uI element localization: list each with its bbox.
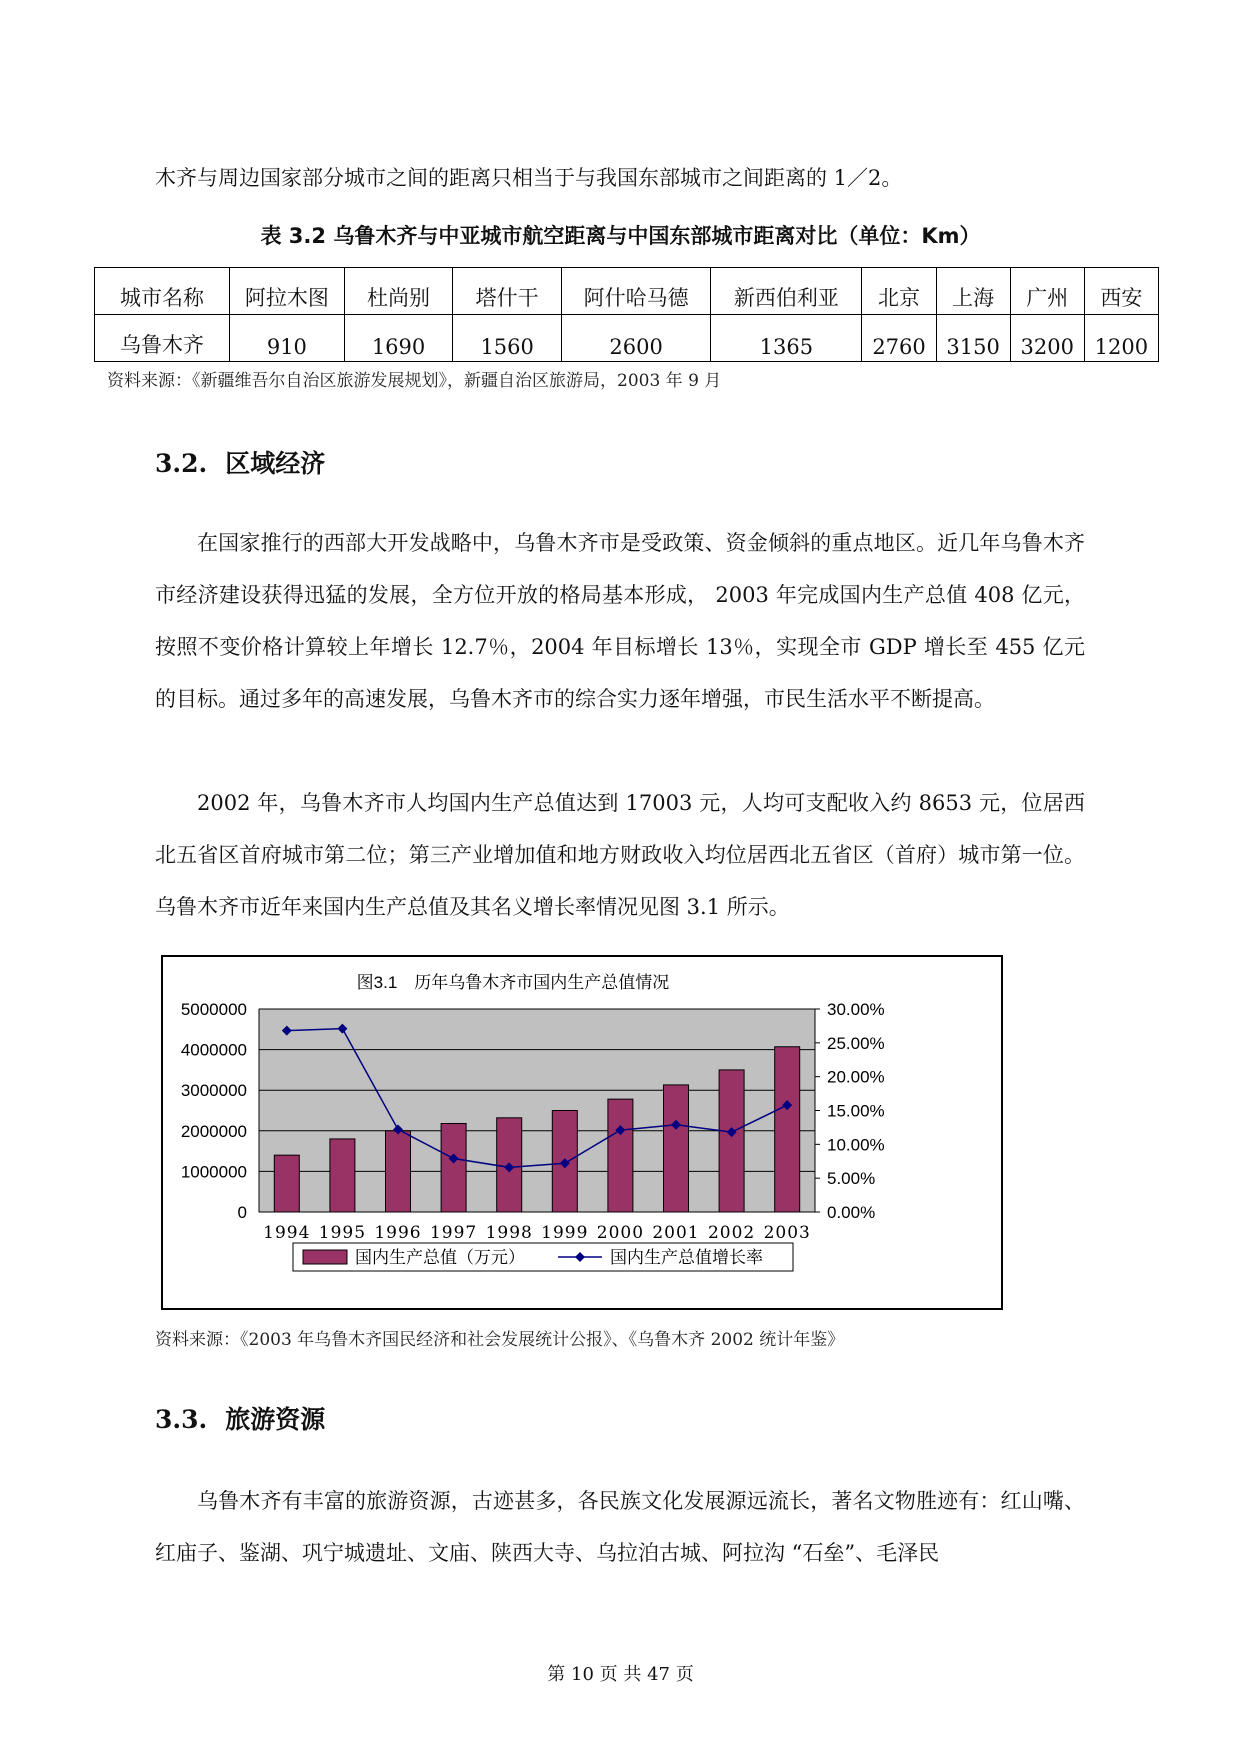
section-title: 区域经济 — [225, 449, 326, 478]
y-tick-label: 1000000 — [180, 1162, 247, 1182]
intro-line: 木齐与周边国家部分城市之间的距离只相当于与我国东部城市之间距离的 1／2。 — [155, 166, 903, 190]
y2-tick-label: 30.00% — [827, 1000, 885, 1019]
table-cell: 北京 — [862, 268, 936, 315]
page-footer: 第 10 页 共 47 页 — [547, 1664, 694, 1685]
table-row — [95, 315, 1159, 362]
legend-label-growth: 国内生产总值增长率 — [610, 1248, 763, 1267]
legend-swatch-bar — [303, 1250, 347, 1264]
paragraph: 2002 年，乌鲁木齐市人均国内生产总值达到 17003 元，人均可支配收入约 8653 元，位居西北五省区首府城市第二位；第三产业增加值和地方财政收入均位居西北五省区（首府）城市第一位。乌鲁木齐市近年来国内生产总值及其名义增长率情况见图 3.1 所示。 — [155, 791, 1085, 919]
bar-1997 — [441, 1123, 466, 1212]
bar-2000 — [608, 1099, 633, 1212]
distance-table — [94, 267, 1159, 362]
table-cell: 910 — [230, 315, 345, 362]
x-tick-label: 2000 — [596, 1223, 645, 1243]
section-number: 3.3. — [155, 1405, 208, 1434]
table-cell: 3150 — [936, 315, 1010, 362]
table-cell: 西安 — [1084, 268, 1158, 315]
bar-1996 — [386, 1131, 411, 1212]
table-cell: 乌鲁木齐 — [95, 315, 230, 362]
table-cell: 上海 — [936, 268, 1010, 315]
table-caption: 表 3.2 乌鲁木齐与中亚城市航空距离与中国东部城市距离对比（单位：Km） — [260, 224, 981, 248]
x-tick-label: 1999 — [541, 1223, 589, 1243]
y2-tick-label: 5.00% — [827, 1169, 876, 1189]
table-cell: 阿什哈马德 — [561, 268, 710, 315]
x-tick-label: 2002 — [707, 1223, 756, 1243]
bar-1995 — [330, 1139, 355, 1212]
gdp-chart — [161, 955, 1003, 1310]
y2-tick-label: 20.00% — [827, 1067, 885, 1087]
paragraph: 乌鲁木齐有丰富的旅游资源，古迹甚多，各民族文化发展源远流长，著名文物胜迹有：红山嘴、红庙子、鉴湖、巩宁城遗址、文庙、陕西大寺、乌拉泊古城、阿拉沟 “石垒”、毛泽民 — [155, 1489, 1085, 1565]
x-tick-label: 1998 — [485, 1223, 533, 1243]
y2-tick-label: 10.00% — [827, 1135, 885, 1155]
bar-2003 — [775, 1047, 800, 1212]
bar-1994 — [274, 1155, 299, 1212]
table-cell: 杜尚别 — [344, 268, 453, 315]
table-cell: 2760 — [862, 315, 936, 362]
x-tick-label: 2001 — [652, 1223, 700, 1243]
section-heading-3-3 — [155, 1400, 325, 1436]
y-tick-label: 0 — [237, 1203, 247, 1222]
chart-svg — [163, 957, 1001, 1308]
table-cell: 1365 — [711, 315, 862, 362]
table-cell: 广州 — [1010, 268, 1084, 315]
table-cell: 新西伯利亚 — [711, 268, 862, 315]
chart-title: 图3.1 历年乌鲁木齐市国内生产总值情况 — [356, 973, 670, 992]
y-tick-label: 2000000 — [180, 1121, 247, 1141]
y-tick-label: 4000000 — [180, 1040, 247, 1060]
y-tick-label: 5000000 — [180, 1000, 247, 1019]
table-cell: 城市名称 — [95, 268, 230, 315]
x-tick-label: 1997 — [429, 1223, 478, 1243]
y-tick-label: 3000000 — [180, 1081, 247, 1101]
table-cell: 1200 — [1084, 315, 1158, 362]
section-heading-3-2 — [155, 444, 325, 480]
y2-tick-label: 0.00% — [827, 1203, 876, 1222]
table-header-row — [95, 268, 1159, 315]
y2-tick-label: 15.00% — [827, 1101, 885, 1121]
bar-2002 — [719, 1070, 744, 1212]
paragraph: 在国家推行的西部大开发战略中，乌鲁木齐市是受政策、资金倾斜的重点地区。近几年乌鲁木齐市经济建设获得迅猛的发展，全方位开放的格局基本形成， 2003 年完成国内生产总值 408 亿元，按照不变价格计算较上年增长 12.7％，2004 年目标增长 13％，实现全市 GDP 增长至 455 亿元的目标。通过多年的高速发展，乌鲁木齐市的综合实力逐年增强，市民生活水平不断提高。 — [155, 531, 1085, 711]
table-cell: 1560 — [453, 315, 562, 362]
x-tick-label: 1995 — [318, 1223, 367, 1243]
y2-tick-label: 25.00% — [827, 1033, 885, 1053]
x-tick-label: 1996 — [374, 1223, 422, 1243]
x-tick-label: 1994 — [263, 1223, 311, 1243]
legend-label-gdp: 国内生产总值（万元） — [355, 1248, 525, 1267]
x-tick-label: 2003 — [763, 1223, 811, 1243]
bar-2001 — [664, 1085, 689, 1212]
table-source: 资料来源：《新疆维吾尔自治区旅游发展规划》，新疆自治区旅游局，2003 年 9 月 — [107, 371, 722, 391]
chart-source: 资料来源：《2003 年乌鲁木齐国民经济和社会发展统计公报》、《乌鲁木齐 2002 统计年鉴》 — [155, 1330, 845, 1350]
table-cell: 2600 — [561, 315, 710, 362]
table-cell: 塔什干 — [453, 268, 562, 315]
section-title: 旅游资源 — [225, 1405, 326, 1434]
section-number: 3.2. — [155, 449, 208, 478]
table-cell: 阿拉木图 — [230, 268, 345, 315]
table-cell: 1690 — [344, 315, 453, 362]
table-cell: 3200 — [1010, 315, 1084, 362]
